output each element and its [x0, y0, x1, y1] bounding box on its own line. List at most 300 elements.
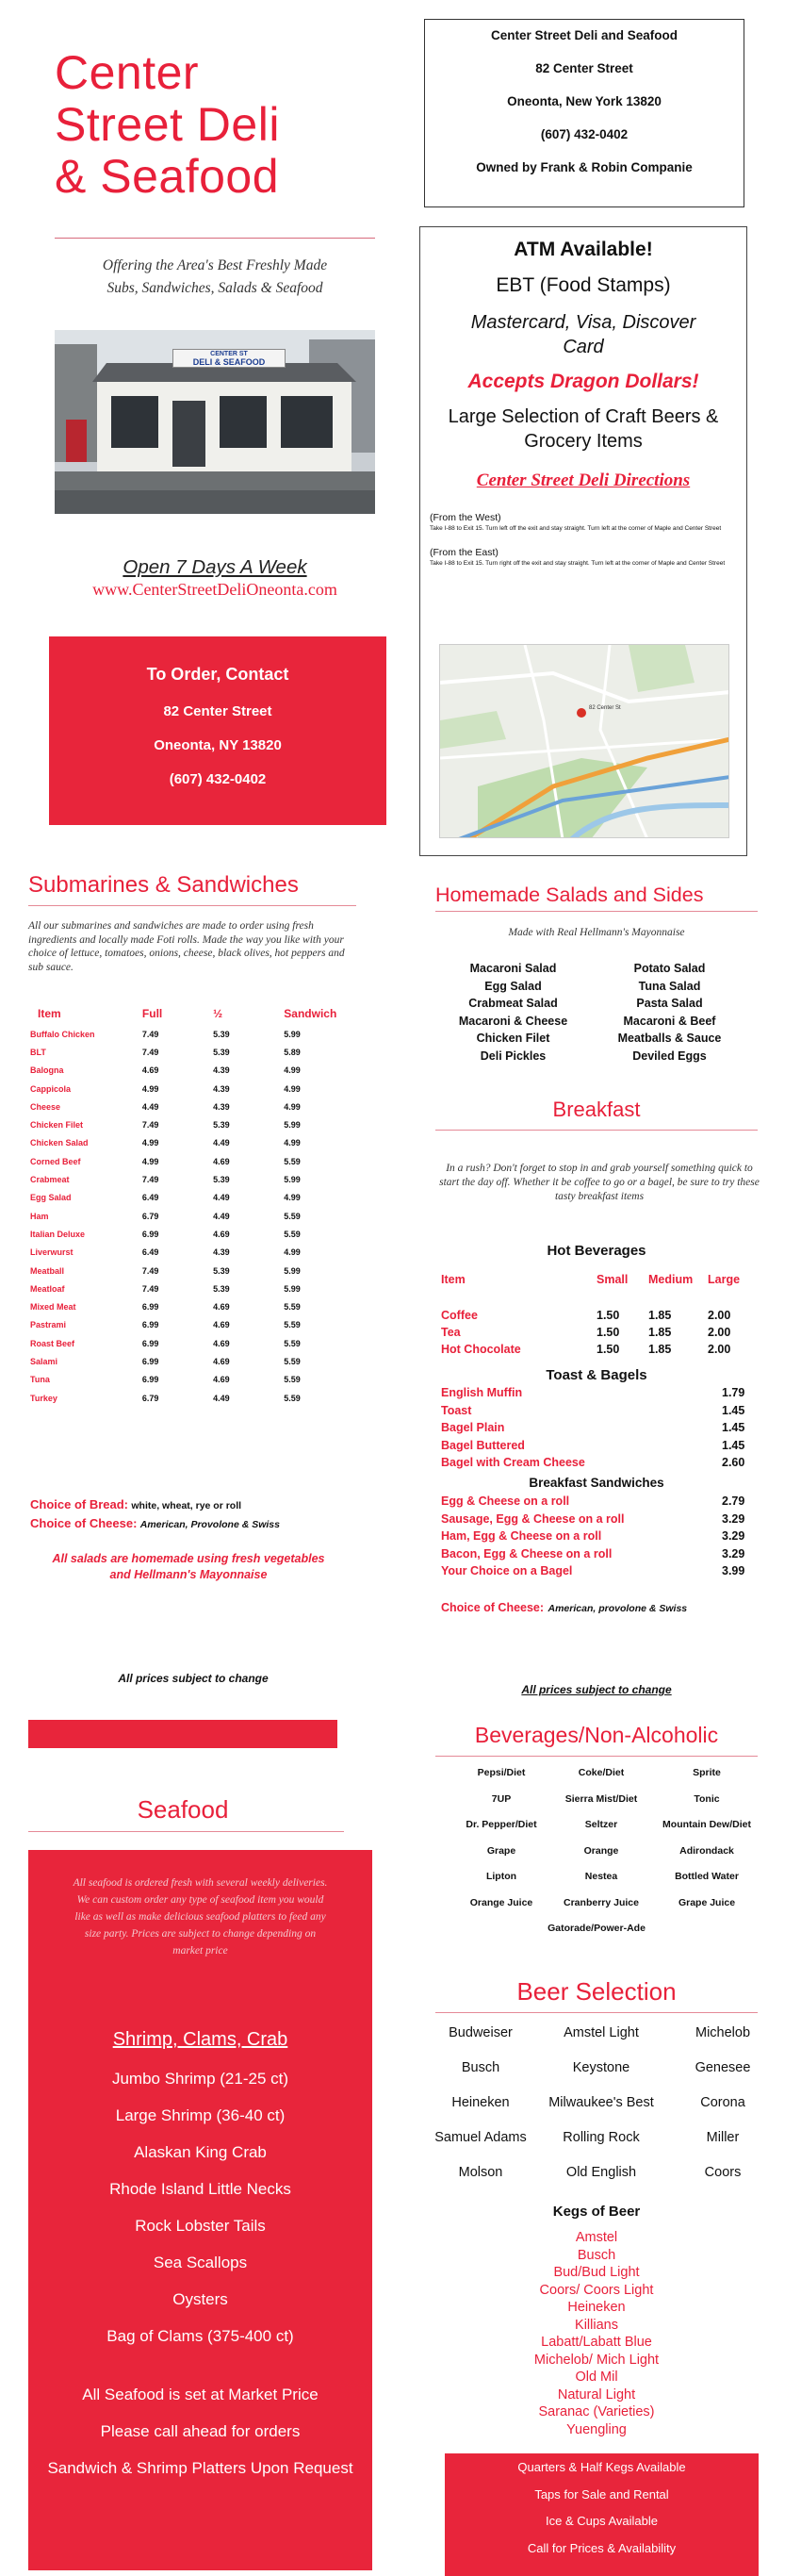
list-item: Deviled Eggs — [632, 1049, 707, 1063]
beer-item: Keystone — [572, 2060, 630, 2075]
breakfast-intro: In a rush? Don't forget to stop in and grab yourself something quick to start the day off. Whether it be coffee to go or a bagel, be sure to try these tasty breakfast items — [439, 1163, 760, 1202]
page-title — [55, 47, 280, 203]
sub-price-sandwich: 4.99 — [284, 1247, 301, 1258]
list-item: Meatballs & Sauce — [617, 1032, 722, 1045]
bread-value: white, wheat, rye or roll — [131, 1500, 242, 1511]
business-city: Oneonta, New York 13820 — [507, 94, 662, 108]
keg-item: Bud/Bud Light — [553, 2265, 640, 2280]
sub-price-sandwich: 4.99 — [284, 1065, 301, 1076]
sub-item-name: Liverwurst — [30, 1247, 74, 1258]
beverage-item: Nestea — [584, 1871, 618, 1882]
hot-bev-table — [441, 1273, 760, 1358]
beer-item: Milwaukee's Best — [548, 2095, 654, 2110]
keg-item: Yuengling — [566, 2421, 627, 2437]
item-price: 2.79 — [722, 1494, 745, 1508]
list-item — [441, 1547, 760, 1565]
order-contact-box — [49, 636, 386, 825]
beverage-item: Sprite — [693, 1767, 721, 1778]
item-price: 1.45 — [722, 1438, 745, 1452]
beer-item: Molson — [458, 2165, 503, 2180]
table-row — [30, 1062, 355, 1080]
sub-price-full: 7.49 — [141, 1047, 159, 1057]
beer-grid — [435, 2025, 758, 2204]
beer-services-box — [445, 2453, 759, 2576]
beverage-item: Grape — [486, 1844, 516, 1857]
directions-map[interactable] — [439, 644, 729, 838]
service-line: Call for Prices & Availability — [527, 2540, 677, 2555]
sub-price-full: 4.69 — [141, 1065, 159, 1076]
beverage-item: Bottled Water — [675, 1871, 739, 1882]
subs-table — [30, 1002, 355, 1407]
col-small: Small — [597, 1273, 629, 1286]
sub-price-full: 4.49 — [141, 1101, 159, 1112]
subs-table-header — [30, 1002, 355, 1025]
craft-text: Large Selection of Craft Beers & Grocery Items — [448, 406, 719, 452]
sub-price-sandwich: 5.59 — [284, 1156, 301, 1166]
seafood-item: Sea Scallops — [153, 2254, 248, 2271]
table-row — [30, 1280, 355, 1297]
item-price: 2.60 — [722, 1456, 745, 1469]
hot-bev-item: Coffee — [441, 1309, 478, 1322]
hot-bev-medium: 1.85 — [648, 1326, 672, 1339]
list-item: Chicken Filet — [476, 1032, 550, 1045]
sub-price-full: 7.49 — [141, 1283, 159, 1294]
beverage-item: 7UP — [491, 1792, 512, 1805]
beer-item: Miller — [706, 2130, 740, 2145]
table-row — [441, 1324, 760, 1341]
keg-item: Old Mil — [575, 2370, 618, 2385]
east-text: Take I-88 to Exit 15. Turn right off the exit and stay straight. Turn left at the corner of Maple and Center Street — [430, 560, 726, 567]
sub-price-full: 6.99 — [141, 1338, 159, 1348]
hot-bev-small: 1.50 — [597, 1326, 620, 1339]
list-item: Tuna Salad — [638, 979, 701, 993]
bfast-cheese-value: American, provolone & Swiss — [548, 1603, 688, 1614]
list-item: Macaroni & Beef — [623, 1014, 716, 1028]
sub-price-full: 6.99 — [141, 1375, 159, 1385]
breakfast-heading: Breakfast — [552, 1098, 641, 1121]
tagline — [55, 255, 375, 300]
sign-small: CENTER ST — [210, 351, 248, 357]
keg-item: Busch — [577, 2247, 616, 2263]
sub-price-sandwich: 4.99 — [284, 1083, 301, 1094]
sub-price-full: 7.49 — [141, 1265, 159, 1276]
service-line: Taps for Sale and Rental — [534, 2486, 669, 2502]
sub-price-half: 4.39 — [213, 1247, 230, 1258]
ebt-text: EBT (Food Stamps) — [496, 274, 671, 296]
beverage-item: Dr. Pepper/Diet — [466, 1819, 537, 1830]
list-item — [441, 1494, 760, 1512]
keg-item: Michelob/ Mich Light — [533, 2352, 660, 2368]
beer-item: Michelob — [695, 2025, 751, 2040]
beverage-item: Adirondack — [679, 1844, 734, 1857]
seafood-intro: All seafood is ordered fresh with several weekly deliveries. We can custom order any type of seafood item you would like as well as make delicious seafood platters to feed any size party. Prices are subject to change depending on market price — [73, 1877, 328, 1957]
item-name: Ham, Egg & Cheese on a roll — [441, 1529, 602, 1543]
table-row — [30, 1389, 355, 1407]
sub-price-full: 6.49 — [141, 1247, 159, 1258]
seafood-box — [28, 1850, 372, 2570]
item-price: 3.29 — [722, 1546, 745, 1560]
sub-price-full: 6.79 — [141, 1211, 159, 1221]
col-half: ½ — [213, 1007, 223, 1020]
east-label: (From the East) — [430, 547, 499, 558]
title-line: Center — [55, 46, 200, 99]
hot-bev-item: Tea — [441, 1326, 461, 1339]
map-pin-label: 82 Center St — [589, 705, 621, 711]
payment-directions-box — [419, 226, 747, 856]
list-item: Macaroni & Cheese — [458, 1014, 568, 1028]
keg-item: Natural Light — [557, 2386, 636, 2403]
seafood-items — [28, 2060, 372, 2354]
red-bar — [28, 1720, 337, 1748]
list-item — [441, 1456, 760, 1474]
divider — [28, 905, 356, 906]
sub-price-full: 6.99 — [141, 1229, 159, 1239]
table-row — [30, 1043, 355, 1061]
table-row — [30, 1371, 355, 1389]
sub-item-name: Chicken Filet — [30, 1120, 84, 1131]
item-name: Bagel with Cream Cheese — [441, 1456, 585, 1469]
item-price: 3.29 — [722, 1511, 745, 1526]
sub-price-full: 4.99 — [141, 1083, 159, 1094]
contact-box — [424, 19, 744, 207]
west-text: Take I-88 to Exit 15. Turn left off the exit and stay straight. Turn left at the corner of Maple and Center Street — [430, 525, 722, 532]
kegs-list — [435, 2229, 758, 2438]
list-item: Macaroni Salad — [469, 962, 557, 975]
sub-price-half: 4.69 — [213, 1338, 230, 1348]
divider — [55, 238, 375, 239]
table-row — [30, 1297, 355, 1315]
keg-item: Heineken — [567, 2300, 626, 2315]
beer-item: Samuel Adams — [434, 2130, 527, 2145]
sub-price-full: 4.99 — [141, 1156, 159, 1166]
sub-price-sandwich: 5.89 — [284, 1047, 301, 1057]
seafood-footer-line: Please call ahead for orders — [100, 2422, 301, 2440]
hot-bev-small: 1.50 — [597, 1343, 620, 1356]
beverages-heading: Beverages/Non-Alcoholic — [474, 1723, 719, 1747]
sub-price-sandwich: 5.59 — [284, 1302, 301, 1313]
sub-price-sandwich: 5.59 — [284, 1375, 301, 1385]
sub-price-sandwich: 5.59 — [284, 1320, 301, 1330]
sub-price-full: 6.99 — [141, 1356, 159, 1366]
col-item: Item — [441, 1273, 466, 1286]
seafood-footer-line: Sandwich & Shrimp Platters Upon Request — [47, 2459, 353, 2477]
sub-price-half: 4.49 — [213, 1193, 230, 1203]
sub-item-name: Ham — [30, 1211, 49, 1221]
sub-price-half: 4.49 — [213, 1138, 230, 1148]
sub-price-sandwich: 5.99 — [284, 1265, 301, 1276]
table-row — [30, 1115, 355, 1133]
table-row — [30, 1025, 355, 1043]
beverage-item: Lipton — [485, 1871, 517, 1882]
photo-sign — [172, 349, 286, 368]
table-row — [30, 1352, 355, 1370]
table-row — [30, 1262, 355, 1280]
seafood-item: Rock Lobster Tails — [135, 2217, 266, 2235]
hot-bev-large: 2.00 — [708, 1309, 731, 1322]
seafood-item: Large Shrimp (36-40 ct) — [115, 2106, 286, 2124]
item-name: Your Choice on a Bagel — [441, 1564, 573, 1577]
bread-choice — [30, 1497, 241, 1511]
sub-item-name: Salami — [30, 1356, 58, 1366]
cheese-label: Choice of Cheese: — [30, 1516, 138, 1530]
sub-price-sandwich: 5.99 — [284, 1175, 301, 1185]
sub-price-full: 4.99 — [141, 1138, 159, 1148]
hot-bev-medium: 1.85 — [648, 1309, 672, 1322]
bfast-sandwich-title: Breakfast Sandwiches — [529, 1476, 664, 1490]
beer-item: Budweiser — [449, 2025, 513, 2040]
prices-note-right: All prices subject to change — [521, 1683, 672, 1696]
beverage-item: Cranberry Juice — [564, 1896, 639, 1908]
sub-item-name: Italian Deluxe — [30, 1229, 86, 1239]
seafood-subheading: Shrimp, Clams, Crab — [112, 2029, 288, 2050]
toast-title: Toast & Bagels — [546, 1367, 647, 1383]
table-row — [30, 1170, 355, 1188]
keg-item: Amstel — [575, 2230, 618, 2245]
sub-price-half: 4.49 — [213, 1393, 230, 1403]
kegs-title: Kegs of Beer — [552, 2204, 641, 2220]
beer-item: Amstel Light — [564, 2025, 639, 2040]
keg-item: Saranac (Varieties) — [538, 2404, 655, 2419]
title-line: & Seafood — [55, 150, 280, 203]
sub-price-sandwich: 5.99 — [284, 1120, 301, 1131]
sub-item-name: Buffalo Chicken — [30, 1029, 95, 1039]
beverage-item: Mountain Dew/Diet — [662, 1819, 751, 1830]
sub-item-name: Egg Salad — [30, 1193, 72, 1203]
table-row — [441, 1341, 760, 1358]
list-item — [441, 1439, 760, 1457]
item-name: Bagel Plain — [441, 1421, 505, 1434]
table-row — [30, 1080, 355, 1098]
salads-right-list — [592, 960, 747, 1065]
toast-list — [441, 1386, 760, 1474]
sub-item-name: Turkey — [30, 1393, 57, 1403]
divider — [28, 1831, 344, 1832]
item-price: 3.99 — [722, 1564, 745, 1577]
sub-price-half: 4.69 — [213, 1302, 230, 1313]
list-item: Crabmeat Salad — [468, 997, 558, 1010]
beverage-item: Seltzer — [584, 1819, 618, 1830]
cheese-value: American, Provolone & Swiss — [139, 1519, 280, 1530]
bfast-sandwich-list — [441, 1494, 760, 1582]
table-row — [30, 1334, 355, 1352]
sub-price-full: 6.49 — [141, 1193, 159, 1203]
service-line: Ice & Cups Available — [546, 2514, 658, 2528]
sub-price-full: 7.49 — [141, 1029, 159, 1039]
sub-item-name: Crabmeat — [30, 1175, 70, 1185]
list-item — [441, 1386, 760, 1404]
sub-price-sandwich: 5.99 — [284, 1029, 301, 1039]
cards-text: Mastercard, Visa, Discover Card — [470, 312, 696, 357]
sub-item-name: BLT — [30, 1047, 46, 1057]
sub-item-name: Cappicola — [30, 1083, 72, 1094]
list-item — [441, 1404, 760, 1422]
sub-item-name: Chicken Salad — [30, 1138, 89, 1148]
sub-price-half: 5.39 — [213, 1029, 230, 1039]
beverage-item: Pepsi/Diet — [477, 1767, 526, 1778]
hot-bev-title: Hot Beverages — [547, 1243, 646, 1259]
west-label: (From the West) — [430, 512, 501, 523]
list-item: Deli Pickles — [480, 1049, 547, 1063]
seafood-heading: Seafood — [137, 1795, 229, 1824]
sub-item-name: Roast Beef — [30, 1338, 75, 1348]
hot-bev-header — [441, 1273, 760, 1307]
order-title: To Order, Contact — [146, 665, 289, 684]
sub-price-full: 7.49 — [141, 1175, 159, 1185]
bfast-cheese-choice — [441, 1599, 687, 1616]
beer-item: Old English — [565, 2165, 637, 2180]
open-days: Open 7 Days A Week — [123, 556, 307, 578]
sub-price-half: 4.39 — [213, 1065, 230, 1076]
item-price: 1.45 — [722, 1421, 745, 1434]
sub-price-sandwich: 5.59 — [284, 1393, 301, 1403]
sub-price-sandwich: 5.59 — [284, 1229, 301, 1239]
divider — [435, 2012, 758, 2013]
table-row — [441, 1307, 760, 1324]
salads-left-list — [435, 960, 591, 1065]
item-name: Bacon, Egg & Cheese on a roll — [441, 1546, 613, 1560]
seafood-item: Rhode Island Little Necks — [109, 2180, 291, 2198]
order-phone[interactable]: (607) 432-0402 — [169, 771, 267, 787]
hot-bev-small: 1.50 — [597, 1309, 620, 1322]
sub-price-sandwich: 5.59 — [284, 1211, 301, 1221]
beverage-item: Orange — [583, 1844, 619, 1857]
hot-bev-item: Hot Chocolate — [441, 1343, 521, 1356]
seafood-item: Alaskan King Crab — [134, 2143, 267, 2161]
tagline-line: Subs, Sandwiches, Salads & Seafood — [106, 280, 323, 296]
order-street: 82 Center Street — [163, 703, 272, 719]
sub-price-half: 5.39 — [213, 1283, 230, 1294]
sub-item-name: Mixed Meat — [30, 1302, 76, 1313]
sub-item-name: Cheese — [30, 1101, 61, 1112]
sub-price-half: 5.39 — [213, 1047, 230, 1057]
table-row — [30, 1316, 355, 1334]
item-name: Egg & Cheese on a roll — [441, 1494, 570, 1508]
subs-heading: Submarines & Sandwiches — [28, 872, 299, 898]
col-medium: Medium — [648, 1273, 694, 1286]
sub-item-name: Pastrami — [30, 1320, 67, 1330]
beer-item: Genesee — [695, 2060, 751, 2075]
service-line: Quarters & Half Kegs Available — [517, 2460, 686, 2474]
item-price: 1.45 — [722, 1403, 745, 1417]
col-full: Full — [141, 1007, 163, 1020]
table-row — [30, 1134, 355, 1152]
beverages-grid — [435, 1767, 758, 1946]
list-item: Pasta Salad — [636, 997, 703, 1010]
list-item — [441, 1564, 760, 1582]
prices-note-left: All prices subject to change — [118, 1672, 269, 1685]
salads-note: All salads are homemade using fresh vegetables and Hellmann's Mayonnaise — [52, 1552, 325, 1581]
beverage-item: Grape Juice — [678, 1896, 736, 1908]
list-item — [441, 1512, 760, 1530]
website-link[interactable]: www.CenterStreetDeliOneonta.com — [92, 580, 337, 599]
sub-price-half: 4.39 — [213, 1083, 230, 1094]
sub-price-half: 5.39 — [213, 1175, 230, 1185]
sub-price-half: 5.39 — [213, 1120, 230, 1131]
bfast-cheese-label: Choice of Cheese: — [441, 1601, 545, 1614]
sub-price-full: 6.99 — [141, 1302, 159, 1313]
sub-price-sandwich: 5.59 — [284, 1356, 301, 1366]
sub-price-sandwich: 4.99 — [284, 1138, 301, 1148]
salads-subtitle: Made with Real Hellmann's Mayonnaise — [508, 927, 685, 938]
divider — [435, 1130, 758, 1131]
seafood-footer — [47, 2383, 353, 2481]
item-name: Sausage, Egg & Cheese on a roll — [441, 1511, 625, 1526]
beverage-item: Coke/Diet — [578, 1767, 625, 1778]
sign-large: DELI & SEAFOOD — [192, 357, 266, 367]
table-row — [30, 1098, 355, 1115]
sub-item-name: Meatloaf — [30, 1283, 65, 1294]
sub-price-half: 4.39 — [213, 1101, 230, 1112]
col-large: Large — [708, 1273, 741, 1286]
sub-price-half: 5.39 — [213, 1265, 230, 1276]
map-illustration — [440, 645, 729, 838]
tagline-line: Offering the Area's Best Freshly Made — [102, 257, 328, 273]
seafood-item: Oysters — [172, 2290, 228, 2308]
col-item: Item — [38, 1007, 61, 1020]
col-sandwich: Sandwich — [284, 1007, 337, 1020]
business-phone[interactable]: (607) 432-0402 — [540, 127, 629, 141]
cheese-choice — [30, 1516, 280, 1530]
divider — [435, 911, 758, 912]
beer-item: Rolling Rock — [563, 2130, 640, 2145]
storefront-photo — [55, 330, 375, 514]
item-price: 1.79 — [722, 1386, 745, 1399]
sub-item-name: Meatball — [30, 1265, 65, 1276]
item-name: Toast — [441, 1403, 472, 1417]
business-name: Center Street Deli and Seafood — [490, 28, 678, 42]
sub-price-half: 4.69 — [213, 1156, 230, 1166]
business-street: 82 Center Street — [535, 61, 633, 75]
seafood-footer-line: All Seafood is set at Market Price — [82, 2386, 319, 2403]
list-item: Potato Salad — [633, 962, 706, 975]
beer-heading: Beer Selection — [516, 1977, 677, 2006]
keg-item: Coors/ Coors Light — [539, 2282, 654, 2298]
keg-item: Labatt/Labatt Blue — [541, 2335, 652, 2350]
sub-price-half: 4.49 — [213, 1211, 230, 1221]
beverage-item: Sierra Mist/Diet — [564, 1792, 638, 1805]
item-price: 3.29 — [722, 1529, 745, 1543]
list-item — [441, 1529, 760, 1547]
hot-bev-large: 2.00 — [708, 1343, 731, 1356]
hot-bev-medium: 1.85 — [648, 1343, 672, 1356]
directions-title: Center Street Deli Directions — [476, 471, 691, 490]
business-owners: Owned by Frank & Robin Companie — [476, 160, 693, 174]
beverage-item: Gatorade/Power-Ade — [548, 1923, 646, 1934]
sub-price-half: 4.69 — [213, 1229, 230, 1239]
seafood-item: Jumbo Shrimp (21-25 ct) — [111, 2070, 289, 2088]
sub-price-half: 4.69 — [213, 1356, 230, 1366]
beer-item: Corona — [700, 2095, 745, 2110]
seafood-item: Bag of Clams (375-400 ct) — [106, 2327, 294, 2345]
sub-price-sandwich: 5.99 — [284, 1283, 301, 1294]
divider — [435, 1756, 758, 1757]
beverage-item: Orange Juice — [469, 1896, 533, 1908]
sub-price-half: 4.69 — [213, 1375, 230, 1385]
beer-item: Busch — [461, 2060, 500, 2075]
item-name: English Muffin — [441, 1386, 523, 1399]
dragon-text: Accepts Dragon Dollars! — [467, 371, 699, 392]
keg-item: Killians — [575, 2317, 618, 2333]
beverage-item: Tonic — [694, 1792, 720, 1805]
sub-item-name: Tuna — [30, 1375, 50, 1385]
sub-price-sandwich: 4.99 — [284, 1101, 301, 1112]
beer-item: Coors — [704, 2165, 742, 2180]
bread-label: Choice of Bread: — [30, 1497, 129, 1511]
table-row — [30, 1244, 355, 1262]
sub-price-full: 7.49 — [141, 1120, 159, 1131]
list-item: Egg Salad — [484, 979, 542, 993]
table-row — [30, 1225, 355, 1243]
